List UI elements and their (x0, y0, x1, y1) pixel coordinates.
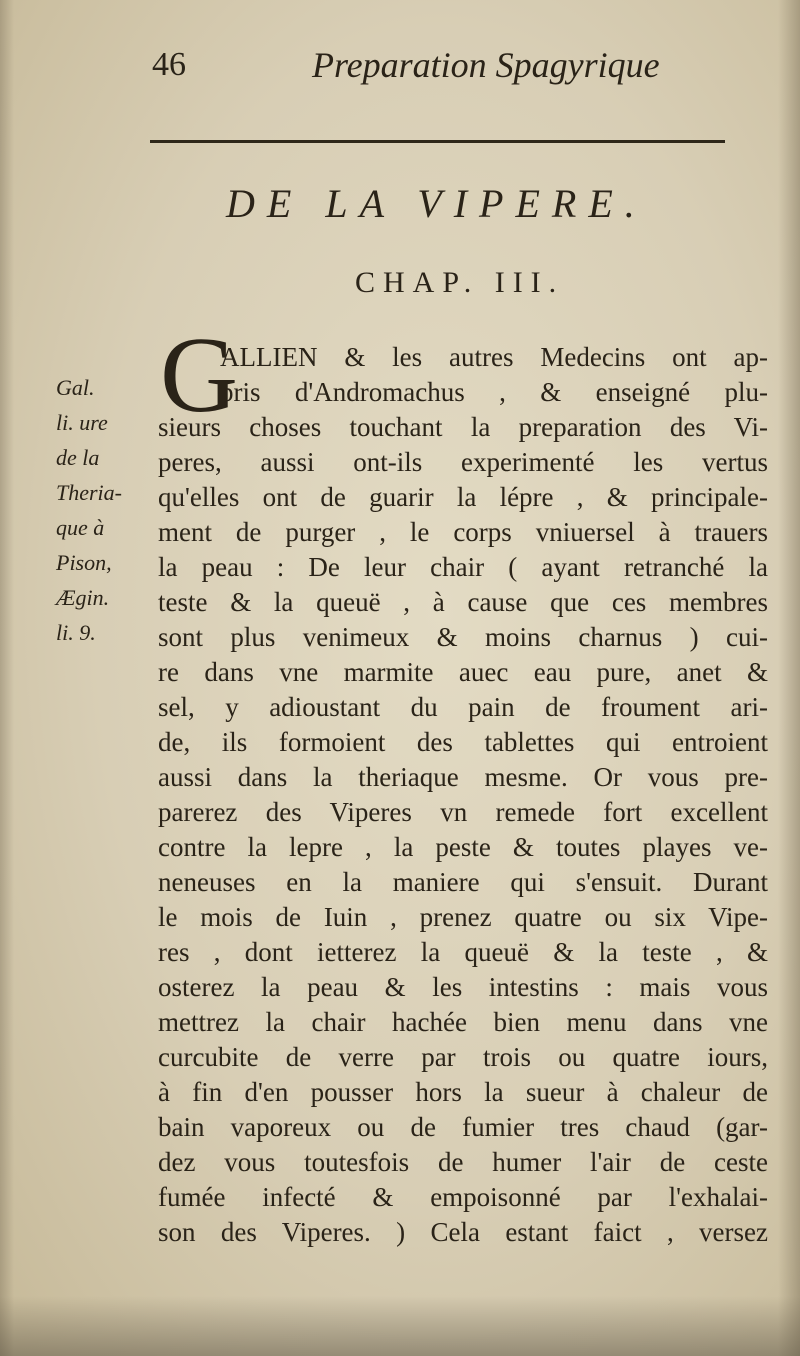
header-rule (150, 140, 725, 143)
margin-note-line: Theria- (56, 480, 122, 505)
margin-note-line: de la (56, 445, 100, 470)
page-shadow-right (778, 0, 800, 1356)
text-line: le mois de Iuin , prenez quatre ou six Vipe- (158, 902, 768, 932)
text-line: sieurs choses touchant la preparation des Vi- (158, 412, 768, 442)
page-shadow-left (0, 0, 14, 1356)
text-line: ment de purger , le corps vniuersel à trauers (158, 517, 768, 547)
text-line: contre la lepre , la peste & toutes playes ve- (158, 832, 768, 862)
running-title: Preparation Spagyrique (312, 45, 660, 85)
margin-note (56, 370, 156, 650)
margin-note-line: Ægin. (56, 585, 110, 610)
body-text (158, 340, 768, 1250)
text-line: aussi dans la theriaque mesme. Or vous pre- (158, 762, 768, 792)
text-line: ALLIEN & les autres Medecins ont ap- (220, 342, 768, 372)
text-line: son des Viperes. ) Cela estant faict , versez (158, 1217, 768, 1247)
text-line: sont plus venimeux & moins charnus ) cui- (158, 622, 768, 652)
margin-note-line: li. ure (56, 410, 108, 435)
page-shadow-bottom (0, 1296, 800, 1356)
text-line: qu'elles ont de guarir la lépre , & principale- (158, 482, 768, 512)
text-line: de, ils formoient des tablettes qui entroient (158, 727, 768, 757)
margin-note-line: que à (56, 515, 105, 540)
drop-cap: G (160, 316, 238, 435)
text-line: re dans vne marmite auec eau pure, anet & (158, 657, 768, 687)
text-line: osterez la peau & les intestins : mais vous (158, 972, 768, 1002)
text-line: mettrez la chair hachée bien menu dans vne (158, 1007, 768, 1037)
text-line: neneuses en la maniere qui s'ensuit. Durant (158, 867, 768, 897)
text-line: peres, aussi ont-ils experimenté les vertus (158, 447, 768, 477)
text-line: bain vaporeux ou de fumier tres chaud (gar- (158, 1112, 768, 1142)
text-line: à fin d'en pousser hors la sueur à chaleur de (158, 1077, 768, 1107)
text-line: pris d'Andromachus , & enseigné plu- (220, 377, 768, 407)
text-line: fumée infecté & empoisonné par l'exhalai- (158, 1182, 768, 1212)
text-line: teste & la queuë , à cause que ces membres (158, 587, 768, 617)
text-line: sel, y adioustant du pain de froument ari- (158, 692, 768, 722)
text-line: la peau : De leur chair ( ayant retranché la (158, 552, 768, 582)
margin-note-line: Pison, (56, 550, 112, 575)
text-line: dez vous toutesfois de humer l'air de ceste (158, 1147, 768, 1177)
text-line: parerez des Viperes vn remede fort excellent (158, 797, 768, 827)
page-number: 46 (152, 46, 186, 83)
text-line: curcubite de verre par trois ou quatre iours, (158, 1042, 768, 1072)
chapter-title: DE LA VIPERE. (226, 181, 647, 226)
chapter-number: CHAP. III. (355, 266, 565, 299)
text-line: res , dont ietterez la queuë & la teste , & (158, 937, 768, 967)
margin-note-line: li. 9. (56, 620, 96, 645)
margin-note-line: Gal. (56, 375, 95, 400)
